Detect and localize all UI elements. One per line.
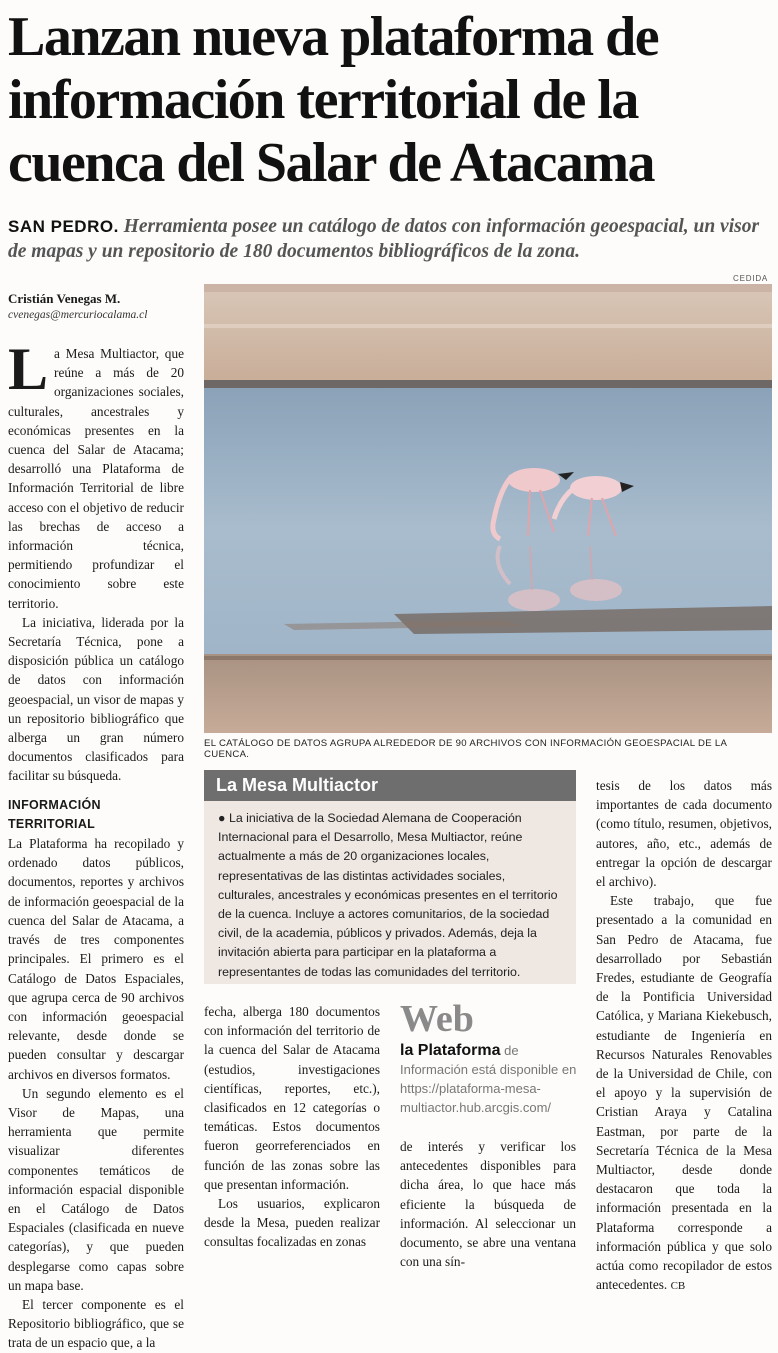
web-label: Web (400, 998, 474, 1040)
subhead-informacion-territorial: INFORMACIÓN TERRITORIAL (8, 797, 101, 831)
sidebar-box-mesa-multiactor (204, 770, 576, 984)
flamingo-photo (204, 284, 772, 733)
col2-paragraph-2: Los usuarios, explicaron desde la Mesa, pueden realizar consultas focalizadas en zonas (204, 1196, 380, 1250)
drop-cap: L (8, 336, 49, 402)
web-bold: la Plataforma (400, 1042, 501, 1059)
paragraph-3: La Plataforma ha recopilado y ordenado datos públicos, documentos, reportes y archivos de información geoespacial de la cuenca del Salar de Atacama, a través de tres componentes principales. El primero es el Catálogo de Datos Espaciales, que agrupa cerca de 90 archivos con información geoespacial relevante, desde donde se pueden consultar y descargar archivos en diversos formatos. (8, 836, 184, 1082)
bullet-icon: ● (218, 811, 226, 825)
end-mark: CB (670, 1280, 686, 1293)
col2-paragraph-1: fecha, alberga 180 documentos con información del territorio de la cuenca del Salar de Atacama (estudios, investigaciones científicas, reportes, etc.), clasificados en 12 categorías o temáticas. Estos documentos fueron georreferenciados en función de las zonas sobre las que presentan información. (204, 1004, 380, 1192)
box-body (204, 801, 576, 982)
author-name: Cristián Venegas M. (8, 291, 121, 306)
col4-paragraph-2 (596, 891, 772, 1296)
paragraph-4: Un segundo elemento es el Visor de Mapas, una herramienta que permite visualizar diferentes componentes temáticos de información espacial disponible en el Catálogo de Datos Espaciales (clasificada en nueve categorías), y que pueden desplegarse como capas sobre un mapa base. (8, 1085, 184, 1293)
paragraph-1: a Mesa Multiactor, que reúne a más de 20 organizaciones sociales, culturales, ancestrales y económicas presentes en la cuenca del Salar de Atacama; desarrolló una Plataforma de Información Territorial de libre acceso con el objetivo de reducir las brechas de acceso a información técnica, permitiendo profundizar el conocimiento sobre este territorio. (8, 346, 184, 611)
deck-place: SAN PEDRO. (8, 217, 119, 236)
photo-credit: CEDIDA (733, 274, 769, 283)
photo-caption: EL CATÁLOGO DE DATOS AGRUPA ALREDEDOR DE 90 ARCHIVOS CON INFORMACIÓN GEOESPACIAL DE LA CUENCA. (204, 738, 727, 760)
column-4 (596, 776, 772, 1296)
box-text: La iniciativa de la Sociedad Alemana de Cooperación Internacional para el Desarrollo, Mesa Multiactor, reúne actualmente a más de 20 organizaciones locales, representativas de las distintas actividades sociales, culturales, ancestrales y económicas presentes en el territorio de la cuenca. Incluye a actores comunitarios, de la sociedad civil, de la academia, públicos y privados. Además, deja la invitación abierta para participar en la plataforma a representantes de todas las comunidades del territorio. (218, 811, 558, 979)
column-3 (400, 1137, 576, 1271)
paragraph-5: El tercer componente es el Repositorio bibliográfico, que se trata de un espacio que, a la (8, 1296, 184, 1351)
web-info (400, 1041, 580, 1117)
col4-paragraph-2-text: Este trabajo, que fue presentado a la comunidad en San Pedro de Atacama, fue desarrollado por Sebastián Fredes, estudiante de Geografía de la Pontificia Universidad Católica, y Mariana Kiekebusch, estudiante de Ingeniería en Recursos Naturales Renovables de la Universidad de Chile, con el apoyo y la supervisión de Cristian Araya y Catalina Eastman, por parte de la Secretaría Técnica de la Mesa Multiactor, desde donde destacaron que toda la información presentada en la Plataforma corresponde a información pública y que solo actúa como recopilador de estos antecedentes. (596, 893, 772, 1293)
column-1 (8, 336, 184, 1353)
col3-paragraph-1: de interés y verificar los antecedentes disponibles para dicha área, lo que hace más eficiente la búsqueda de información. Al seleccionar un documento, se abre una ventana con una sín- (400, 1139, 576, 1270)
paragraph-2: La iniciativa, liderada por la Secretaría Técnica, pone a disposición pública un catálogo de datos con información geoespacial, un visor de mapas y un repositorio bibliográfico que alberga un gran número documentos clasificados para facilitar su búsqueda. (8, 614, 184, 784)
headline: Lanzan nueva plataforma de información territorial de la cuenca del Salar de Atacama (8, 6, 659, 194)
salar-lagoon-image (204, 284, 772, 733)
box-title: La Mesa Multiactor (204, 770, 576, 801)
deck-text: Herramienta posee un catálogo de datos con información geoespacial, un visor de mapas y un repositorio de 180 documentos bibliográficos de la zona. (8, 216, 760, 262)
web-url-text: de Información está disponible en https://plataforma-mesa-multiactor.hub.arcgis.com/ (400, 1043, 577, 1115)
author-email: cvenegas@mercuriocalama.cl (8, 309, 148, 321)
deck (8, 214, 773, 264)
column-2 (204, 1002, 380, 1252)
col4-paragraph-1: tesis de los datos más importantes de cada documento (como título, resumen, objetivos, autores, año, etc., además de entregar la opción de descargar el archivo). (596, 778, 772, 890)
